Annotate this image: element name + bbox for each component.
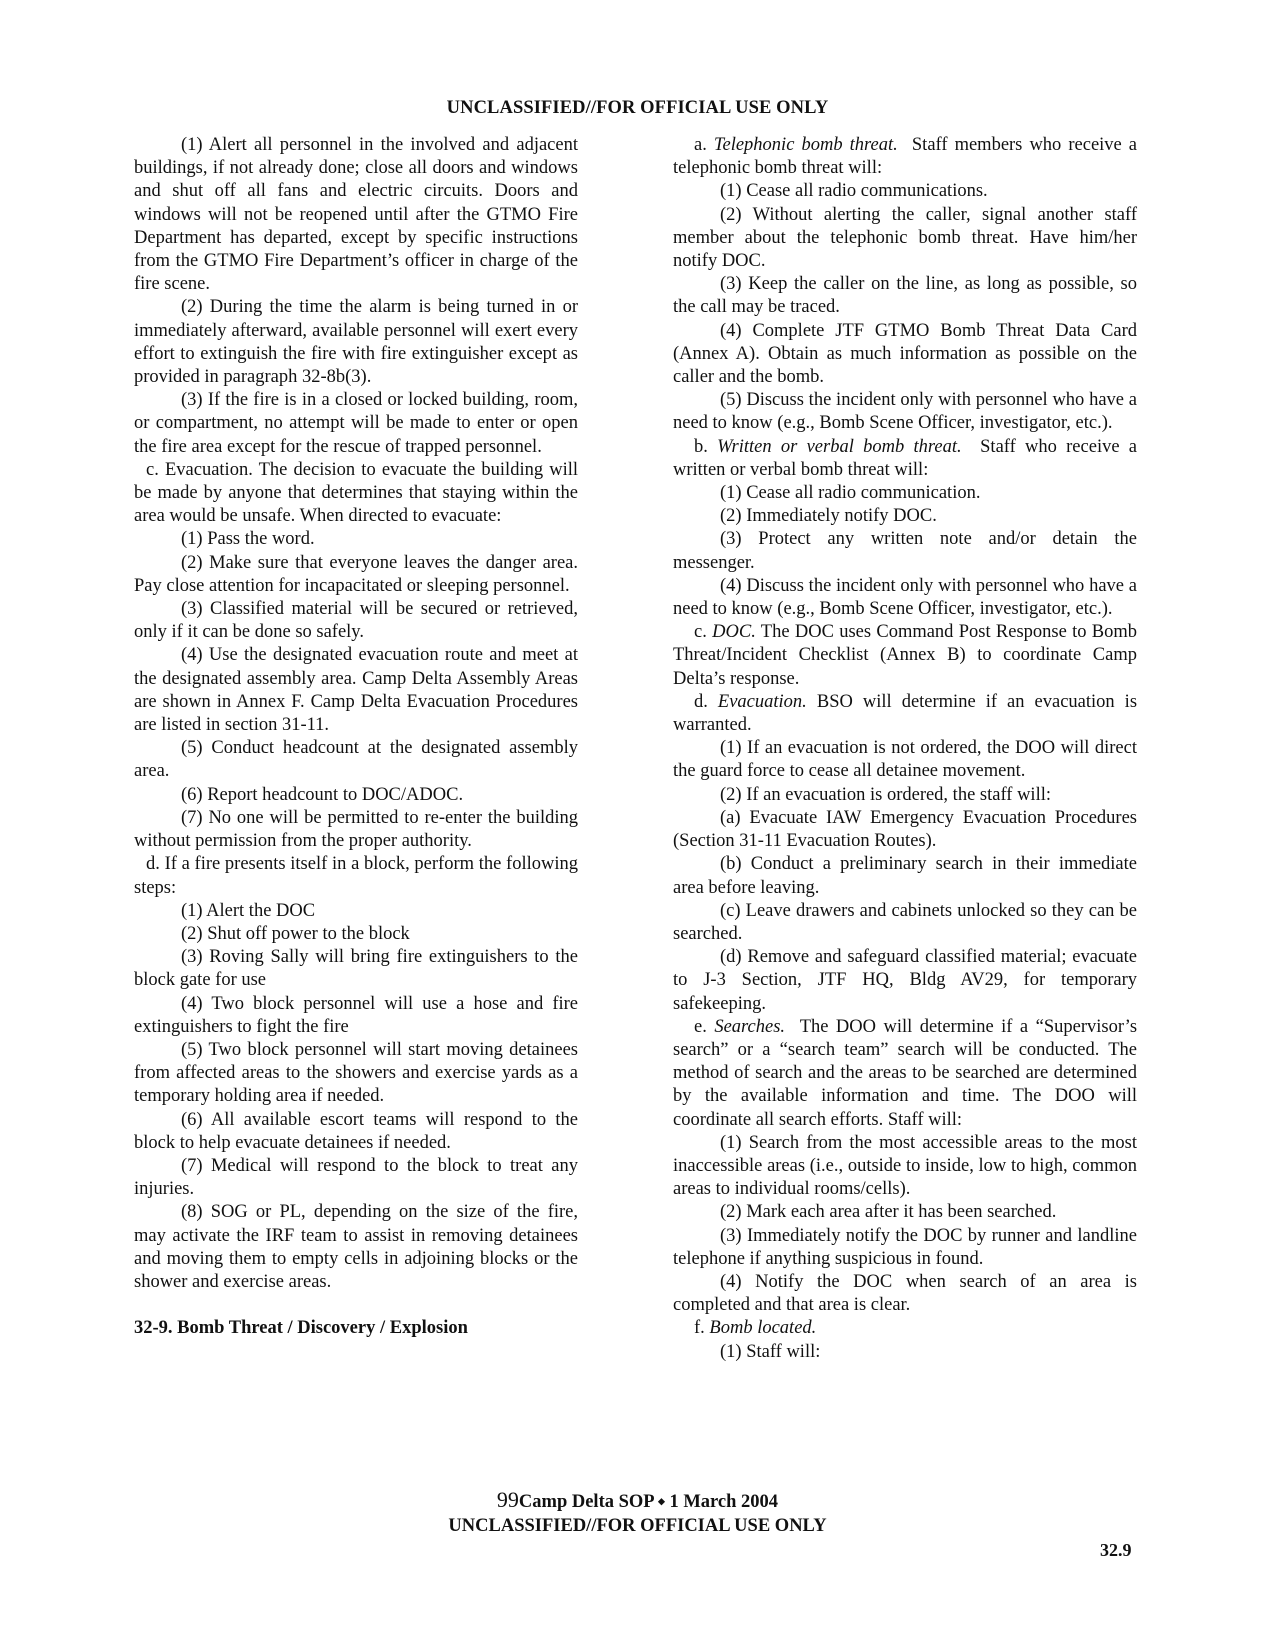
list-item: (1) Search from the most accessible areas to the most inaccessible areas (i.e., outside to inside, low to high, common areas to individual rooms/cells). [673, 1132, 1137, 1200]
list-item: (b) Conduct a preliminary search in their immediate area before leaving. [673, 854, 1137, 898]
paragraph: c. Evacuation. The decision to evacuate the building will be made by anyone that determines that staying within the area would be unsafe. When directed to evacuate: [134, 459, 578, 527]
list-item: (2) Mark each area after it has been searched. [720, 1202, 1057, 1223]
list-item: (d) Remove and safeguard classified material; evacuate to J-3 Section, JTF HQ, Bldg AV29, for temporary safekeeping. [673, 947, 1137, 1014]
left-column [134, 134, 578, 1340]
list-item: (4) Discuss the incident only with personnel who have a need to know (e.g., Bomb Scene Officer, investigator, etc.). [673, 575, 1137, 620]
subsection-text: BSO will determine if an evacuation is warranted. [673, 691, 1138, 736]
list-item: (1) Cease all radio communications. [720, 181, 988, 202]
subsection-title: Written or verbal bomb threat. [717, 436, 962, 457]
list-item: (2) If an evacuation is ordered, the staff will: [720, 784, 1051, 805]
page-number: 99 [496, 1487, 519, 1512]
subsection-label: f. [694, 1318, 705, 1339]
list-item: (1) Alert the DOC [181, 900, 316, 921]
list-item: (a) Evacuate IAW Emergency Evacuation Procedures (Section 31-11 Evacuation Routes). [673, 807, 1137, 852]
right-column [673, 134, 1137, 1364]
paragraph: (2) During the time the alarm is being turned in or immediately afterward, available personnel will exert every effort to extinguish the fire with fire extinguisher except as provided in paragraph 32-8b(3). [134, 297, 578, 388]
list-item: (3) Keep the caller on the line, as long as possible, so the call may be traced. [673, 274, 1137, 318]
section-heading: 32-9. Bomb Threat / Discovery / Explosion [134, 1318, 468, 1339]
subsection-f [673, 1317, 1137, 1340]
list-item: (4) Notify the DOC when search of an area is completed and that area is clear. [673, 1271, 1137, 1316]
list-item: (1) Staff will: [720, 1341, 821, 1362]
list-item: (5) Discuss the incident only with personnel who have a need to know (e.g., Bomb Scene Officer, investigator, etc.). [673, 390, 1137, 434]
list-item: (1) Cease all radio communication. [720, 483, 981, 504]
subsection-text: Staff who receive a written or verbal bomb threat will: [673, 436, 1138, 480]
subsection-text: Staff members who receive a telephonic bomb threat will: [673, 135, 1138, 179]
subsection-text: The DOO will determine if a “Supervisor’s search” or a “search team” search will be conducted. The method of search and the areas to be searched are determined by the available information and time. The DOO will coordinate all search efforts. Staff will: [673, 1016, 1138, 1130]
subsection-title: DOC. [712, 622, 756, 643]
list-item: (3) Classified material will be secured or retrieved, only if it can be done so safely. [134, 599, 578, 643]
paragraph: (1) Alert all personnel in the involved and adjacent buildings, if not already done; close all doors and windows and shut off all fans and electric circuits. Doors and windows will not be reopened until after the GTMO Fire Department has departed, except by specific instructions from the GTMO Fire Department’s officer in charge of the fire scene. [134, 135, 578, 295]
list-item: (c) Leave drawers and cabinets unlocked so they can be searched. [673, 900, 1137, 944]
paragraph: (3) If the fire is in a closed or locked building, room, or compartment, no attempt will be made to enter or open the fire area except for the rescue of trapped personnel. [134, 390, 578, 457]
subsection-title: Searches. [714, 1016, 786, 1037]
section-reference: 32.9 [1100, 1540, 1132, 1560]
list-item: (3) Protect any written note and/or detain the messenger. [673, 529, 1137, 573]
subsection-c [673, 621, 1137, 691]
page-header-classification: UNCLASSIFIED//FOR OFFICIAL USE ONLY [446, 98, 829, 118]
list-item: (2) Immediately notify DOC. [720, 506, 937, 527]
subsection-label: e. [694, 1016, 707, 1037]
list-item: (7) Medical will respond to the block to treat any injuries. [134, 1155, 578, 1200]
subsection-label: d. [694, 691, 708, 712]
list-item: (2) Without alerting the caller, signal another staff member about the telephonic bomb threat. Have him/her notify DOC. [673, 204, 1137, 272]
list-item: (4) Two block personnel will use a hose and fire extinguishers to fight the fire [134, 993, 578, 1037]
footer-title-line [0, 1488, 1275, 1514]
footer-classification: UNCLASSIFIED//FOR OFFICIAL USE ONLY [448, 1516, 827, 1536]
list-item: (7) No one will be permitted to re-enter the building without permission from the proper authority. [134, 807, 578, 852]
list-item: (3) Roving Sally will bring fire extinguishers to the block gate for use [134, 947, 578, 991]
paragraph: d. If a fire presents itself in a block, perform the following steps: [134, 854, 578, 898]
list-item: (4) Complete JTF GTMO Bomb Threat Data Card (Annex A). Obtain as much information as possible on the caller and the bomb. [673, 320, 1137, 388]
subsection-label: a. [694, 135, 707, 155]
list-item: (2) Shut off power to the block [181, 923, 410, 944]
subsection-title: Bomb located. [709, 1318, 817, 1339]
list-item: (3) Immediately notify the DOC by runner and landline telephone if anything suspicious in found. [673, 1225, 1137, 1269]
subsection-a [673, 134, 1137, 180]
subsection-title: Evacuation. [717, 691, 807, 712]
list-item: (6) Report headcount to DOC/ADOC. [181, 784, 464, 805]
footer-doc-title: Camp Delta SOP ⬩ 1 March 2004 [518, 1492, 779, 1512]
subsection-b [673, 436, 1137, 482]
subsection-label: c. [694, 622, 707, 643]
list-item: (1) If an evacuation is not ordered, the DOO will direct the guard force to cease all detainee movement. [673, 738, 1137, 782]
list-item: (8) SOG or PL, depending on the size of the fire, may activate the IRF team to assist in removing detainees and moving them to empty cells in adjoining blocks or the shower and exercise areas. [134, 1202, 578, 1292]
list-item: (4) Use the designated evacuation route and meet at the designated assembly area. Camp Delta Assembly Areas are shown in Annex F. Camp Delta Evacuation Procedures are listed in section 31-11. [134, 645, 578, 736]
subsection-text: The DOC uses Command Post Response to Bomb Threat/Incident Checklist (Annex B) to coordinate Camp Delta’s response. [673, 622, 1138, 689]
list-item: (1) Pass the word. [181, 529, 315, 550]
list-item: (5) Conduct headcount at the designated assembly area. [134, 738, 578, 782]
subsection-label: b. [694, 436, 708, 457]
page-footer [0, 1488, 1275, 1538]
subsection-d [673, 691, 1137, 737]
list-item: (5) Two block personnel will start moving detainees from affected areas to the showers and exercise yards as a temporary holding area if needed. [134, 1039, 578, 1107]
subsection-title: Telephonic bomb threat. [713, 135, 898, 155]
list-item: (6) All available escort teams will respond to the block to help evacuate detainees if needed. [134, 1109, 578, 1153]
list-item: (2) Make sure that everyone leaves the danger area. Pay close attention for incapacitated or sleeping personnel. [134, 552, 578, 596]
subsection-e [673, 1016, 1137, 1132]
